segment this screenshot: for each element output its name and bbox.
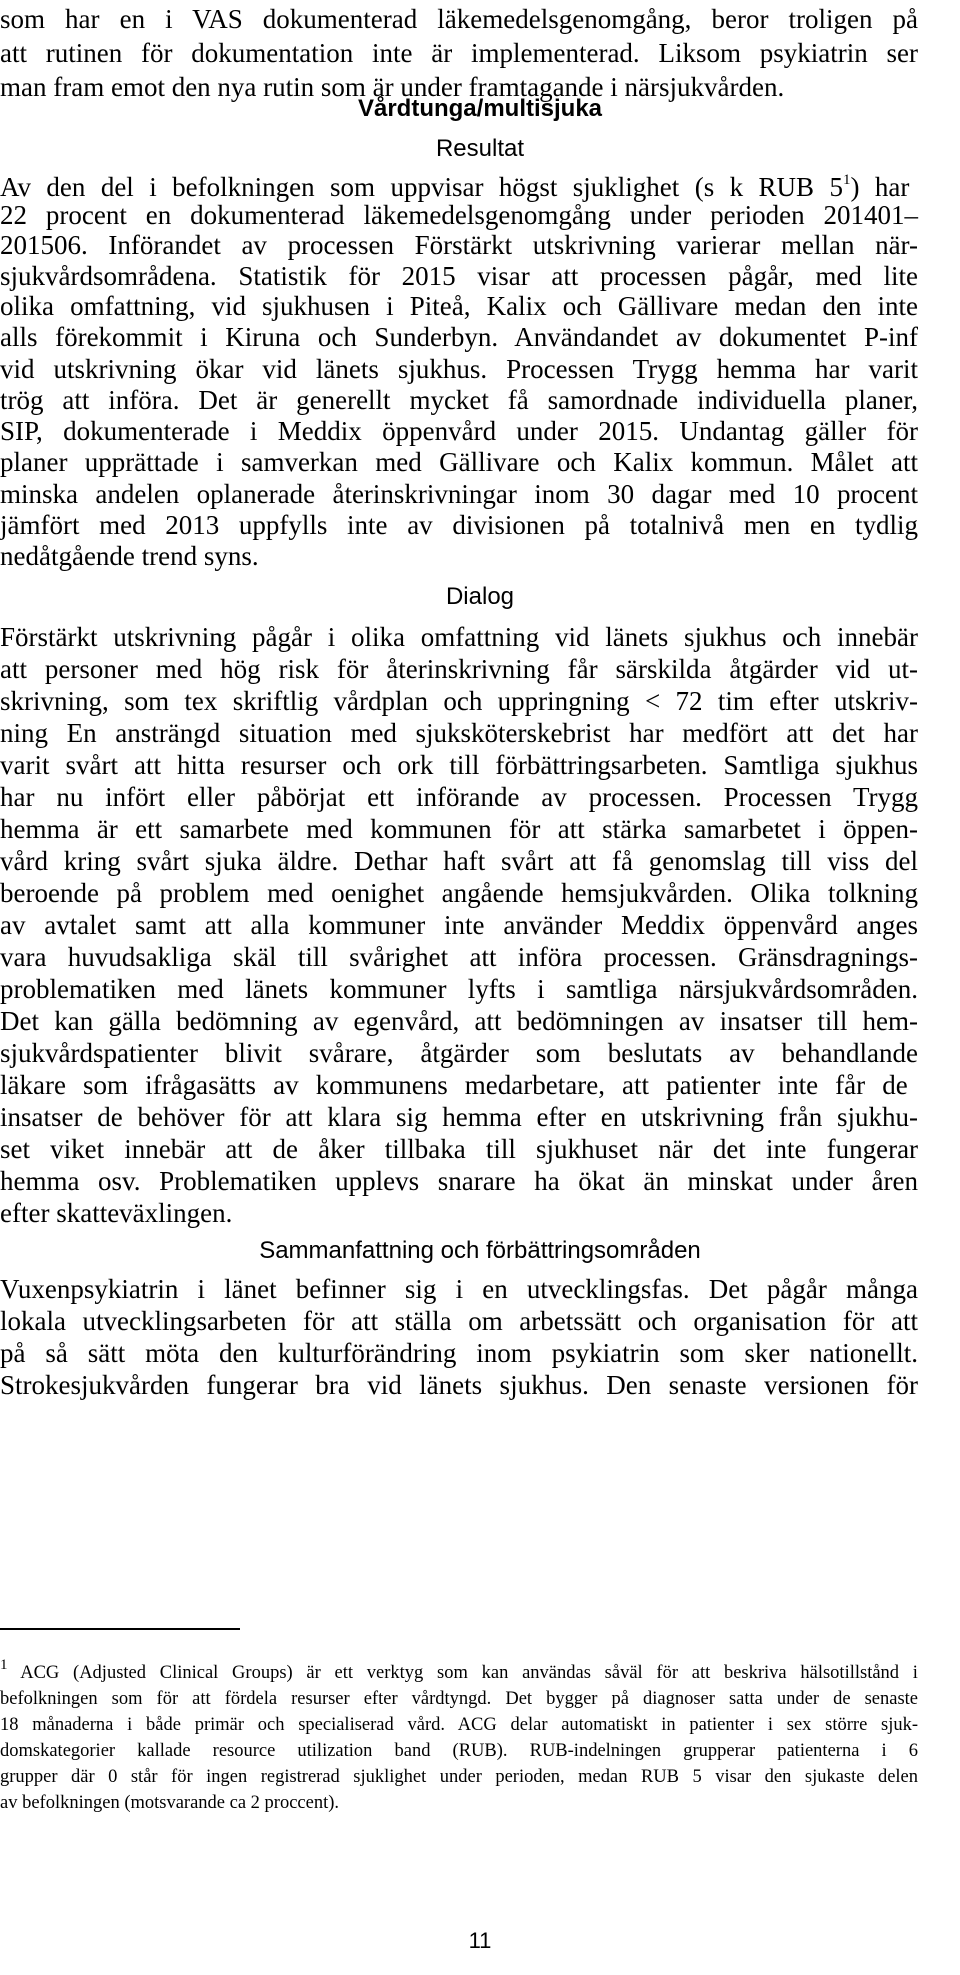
dialog-line: har nu infört eller påbörjat ett införande av processen. Processen Trygg xyxy=(0,782,919,812)
resultat-line: jämfört med 2013 uppfylls inte av divisionen på totalnivå men en tydlig xyxy=(0,510,919,540)
intro-line: man fram emot den nya rutin som är under framtagande i närsjukvården. xyxy=(0,72,785,102)
dialog-line: vara huvudsakliga skäl till svårighet att införa processen. Gränsdragnings- xyxy=(0,942,919,972)
dialog-line: Det kan gälla bedömning av egenvård, att bedömningen av insatser till hem- xyxy=(0,1006,919,1036)
dialog-line: läkare som ifrågasätts av kommunens medarbetare, att patienter inte får de xyxy=(0,1070,908,1100)
dialog-line: ning En ansträngd situation med sjuksköterskebrist har medfört att det har xyxy=(0,718,919,748)
footnote-marker: 1 xyxy=(0,1656,8,1673)
footnote-line: 18 månaderna i både primär och specialiserad vård. ACG delar automatiskt in patienter i sex större sjuk- xyxy=(0,1715,919,1735)
dialog-line: efter skatteväxlingen. xyxy=(0,1198,233,1228)
footnote-line: befolkningen som för att fördela resurser efter vårdtyngd. Det bygger på diagnoser satta under de senaste xyxy=(0,1689,919,1709)
footnote-first-line xyxy=(0,1656,918,1686)
dialog-line: hemma osv. Problematiken upplevs snarare ha ökat än minskat under åren xyxy=(0,1166,918,1196)
resultat-line: planer upprättade i samverkan med Gällivare och Kalix kommun. Målet att xyxy=(0,447,918,477)
resultat-line: trög att införa. Det är generellt mycket få samordnade individuella planer, xyxy=(0,385,919,415)
summary-line: Strokesjukvården fungerar bra vid länets sjukhus. Den senaste versionen för xyxy=(0,1370,918,1400)
dialog-line: varit svårt att hitta resurser och ork till förbättringsarbeten. Samtliga sjukhus xyxy=(0,750,919,780)
footnote-line: av befolkningen (motsvarande ca 2 proccent). xyxy=(0,1793,340,1813)
dialog-line: beroende på problem med oenighet angående hemsjukvården. Olika tolkning xyxy=(0,878,918,908)
dialog-line: av avtalet samt att alla kommuner inte använder Meddix öppenvård anges xyxy=(0,910,919,940)
page-number: 11 xyxy=(468,1928,492,1953)
dialog-line: hemma är ett samarbete med kommunen för att stärka samarbetet i öppen- xyxy=(0,814,919,844)
summary-line: lokala utvecklingsarbeten för att ställa om arbetssätt och organisation för att xyxy=(0,1306,918,1336)
dialog-line: att personer med hög risk för återinskrivning får särskilda åtgärder vid ut- xyxy=(0,654,919,684)
resultat-line: alls förekommit i Kiruna och Sunderbyn. Användandet av dokumentet P-inf xyxy=(0,322,918,352)
footnote-first-line-text: ACG (Adjusted Clinical Groups) är ett verktyg som kan användas såväl för att beskriva hälsotillstånd i xyxy=(7,1663,918,1683)
footnote-reference: 1 xyxy=(842,172,851,188)
footnote-separator xyxy=(0,1628,240,1630)
footnote-line: domskategorier kallade resource utilization band (RUB). RUB-indelningen grupperar patienterna i 6 xyxy=(0,1741,918,1761)
resultat-first-line-tail: ) har xyxy=(850,172,910,202)
dialog-line: Förstärkt utskrivning pågår i olika omfattning vid länets sjukhus och innebär xyxy=(0,622,918,652)
resultat-line: 201506. Införandet av processen Förstärkt utskrivning varierar mellan när- xyxy=(0,230,918,260)
resultat-line: 22 procent en dokumenterad läkemedelsgenomgång under perioden 201401– xyxy=(0,200,918,230)
dialog-line: skrivning, som tex skriftlig vårdplan och uppringning < 72 tim efter utskriv- xyxy=(0,686,918,716)
resultat-line: olika omfattning, vid sjukhusen i Piteå, Kalix och Gällivare medan den inte xyxy=(0,291,919,321)
section-title: Vårdtunga/multisjuka xyxy=(357,95,603,122)
intro-line: att rutinen för dokumentation inte är implementerad. Liksom psykiatrin ser xyxy=(0,38,918,68)
summary-heading: Sammanfattning och förbättringsområden xyxy=(259,1237,701,1264)
footnote-line: grupper där 0 står för ingen registrerad sjuklighet under perioden, medan RUB 5 visar den sjukaste delen xyxy=(0,1767,919,1787)
dialog-line: sjukvårdspatienter blivit svårare, åtgärder som beslutats av behandlande xyxy=(0,1038,918,1068)
dialog-line: vård kring svårt sjuka äldre. Dethar haft svårt att få genomslag till viss del xyxy=(0,846,919,876)
dialog-line: insatser de behöver för att klara sig hemma efter en utskrivning från sjukhu- xyxy=(0,1102,918,1132)
resultat-line: vid utskrivning ökar vid länets sjukhus. Processen Trygg hemma har varit xyxy=(0,354,918,384)
resultat-line: SIP, dokumenterade i Meddix öppenvård under 2015. Undantag gäller för xyxy=(0,416,918,446)
dialog-heading: Dialog xyxy=(445,583,515,610)
dialog-line: problematiken med länets kommuner lyfts i samtliga närsjukvårdsområden. xyxy=(0,974,919,1004)
resultat-heading: Resultat xyxy=(435,135,525,162)
dialog-line: set viket innebär att de åker tillbaka till sjukhuset när det inte fungerar xyxy=(0,1134,919,1164)
resultat-line: minska andelen oplanerade återinskrivningar inom 30 dagar med 10 procent xyxy=(0,479,918,509)
resultat-line: sjukvårdsområdena. Statistik för 2015 visar att processen pågår, med lite xyxy=(0,261,918,291)
resultat-first-line-text: Av den del i befolkningen som uppvisar högst sjuklighet (s k RUB 5 xyxy=(0,172,843,202)
summary-line: Vuxenpsykiatrin i länet befinner sig i en utvecklingsfas. Det pågår många xyxy=(0,1274,918,1304)
intro-line: som har en i VAS dokumenterad läkemedelsgenomgång, beror troligen på xyxy=(0,4,919,34)
summary-line: på så sätt möta den kulturförändring inom psykiatrin som sker nationellt. xyxy=(0,1338,918,1368)
resultat-line: nedåtgående trend syns. xyxy=(0,541,259,571)
